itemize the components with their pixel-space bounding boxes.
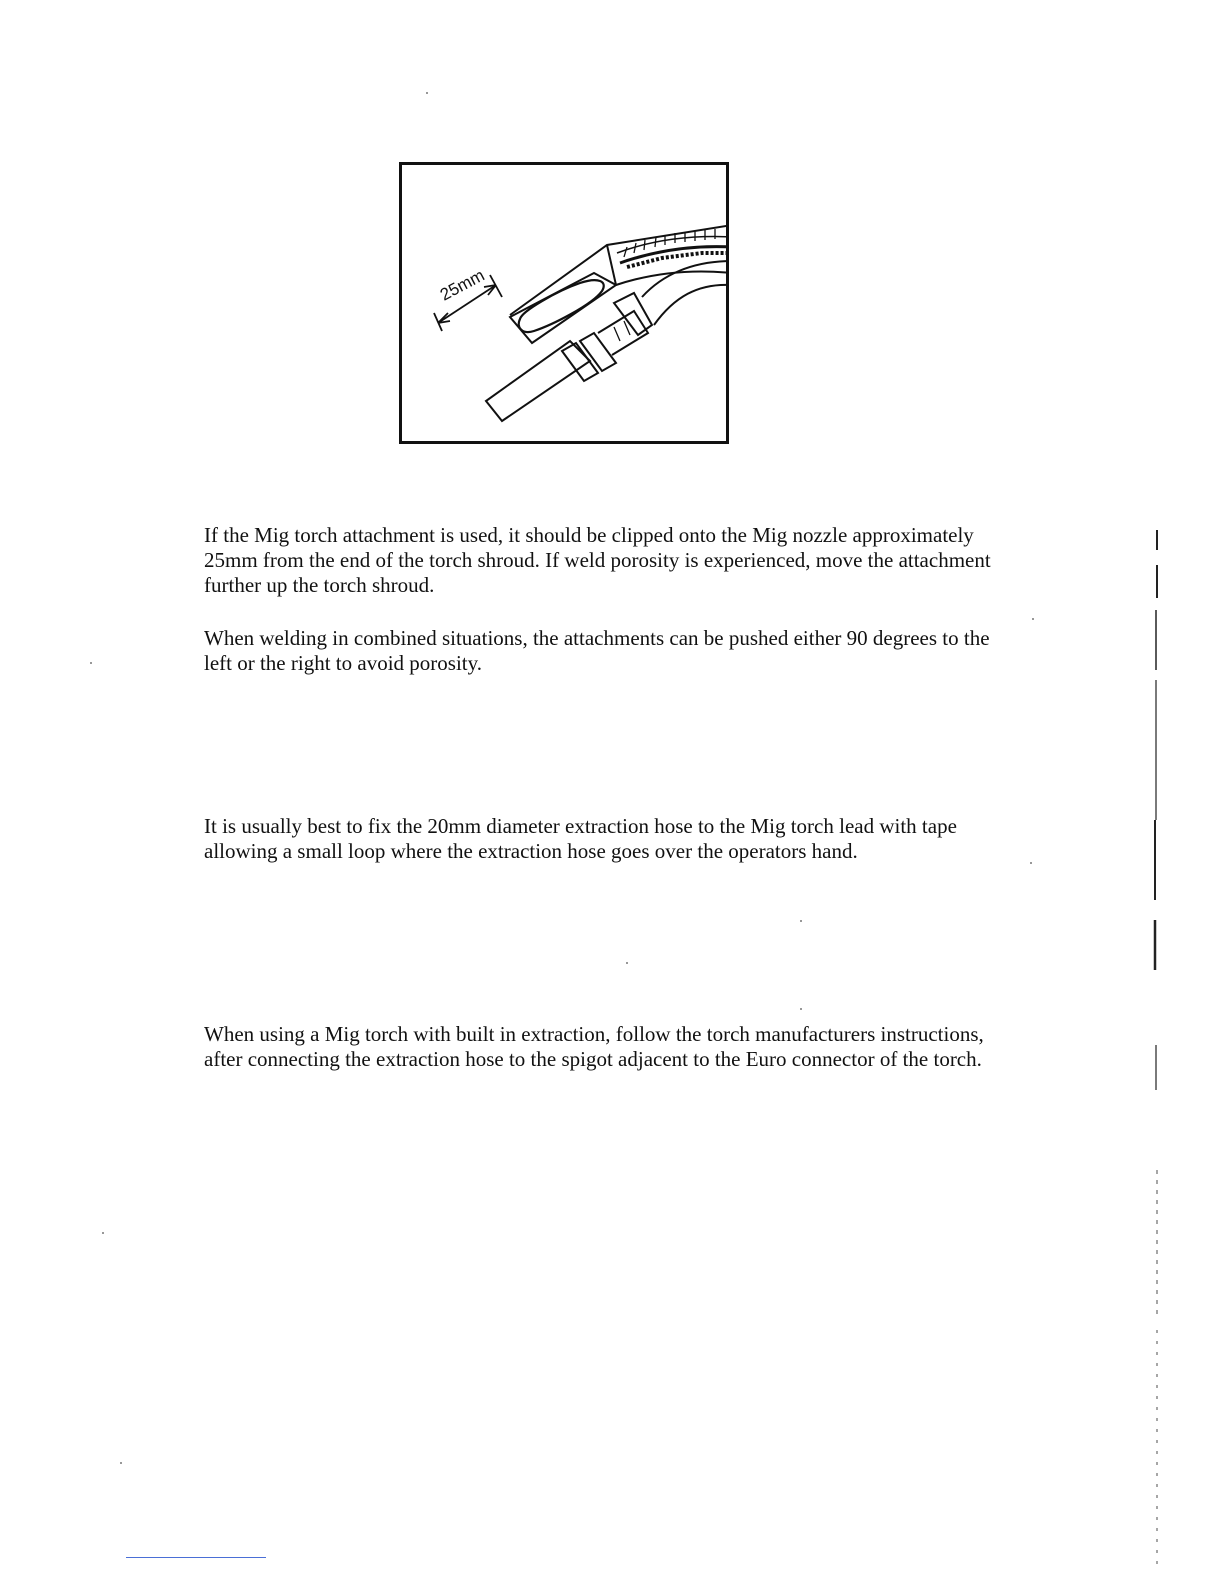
paragraph-built-in-extraction: When using a Mig torch with built in extraction, follow the torch manufacturers instructions, after connecting the extraction hose to the spigot adjacent to the Euro connector of the torch. [204, 1022, 984, 1071]
mig-torch-drawing [402, 165, 726, 441]
paragraph-torch-attachment: If the Mig torch attachment is used, it should be clipped onto the Mig nozzle approximately 25mm from the end of the torch shroud. If weld porosity is experienced, move the attachment further up the torch shroud. [204, 523, 991, 597]
scan-speck [1032, 618, 1034, 620]
paragraph-combined-situations: When welding in combined situations, the attachments can be pushed either 90 degrees to the left or the right to avoid porosity. [204, 626, 990, 675]
paragraph-extraction-hose: It is usually best to fix the 20mm diameter extraction hose to the Mig torch lead with tape allowing a small loop where the extraction hose goes over the operators hand. [204, 814, 957, 863]
torch-neck-drawing [486, 261, 726, 421]
scan-speck [90, 662, 92, 664]
scan-speck [1030, 862, 1032, 864]
footnote-rule [126, 1557, 266, 1558]
scan-speck [120, 1462, 122, 1464]
scan-speck [800, 920, 802, 922]
scan-speck [626, 962, 628, 964]
scan-speck [426, 92, 428, 94]
scan-speck [800, 1008, 802, 1010]
scan-edge-artifact [1152, 520, 1162, 1580]
dimension-label: 25mm [436, 265, 488, 305]
scan-speck [102, 1232, 104, 1234]
torch-illustration-frame [399, 162, 729, 444]
